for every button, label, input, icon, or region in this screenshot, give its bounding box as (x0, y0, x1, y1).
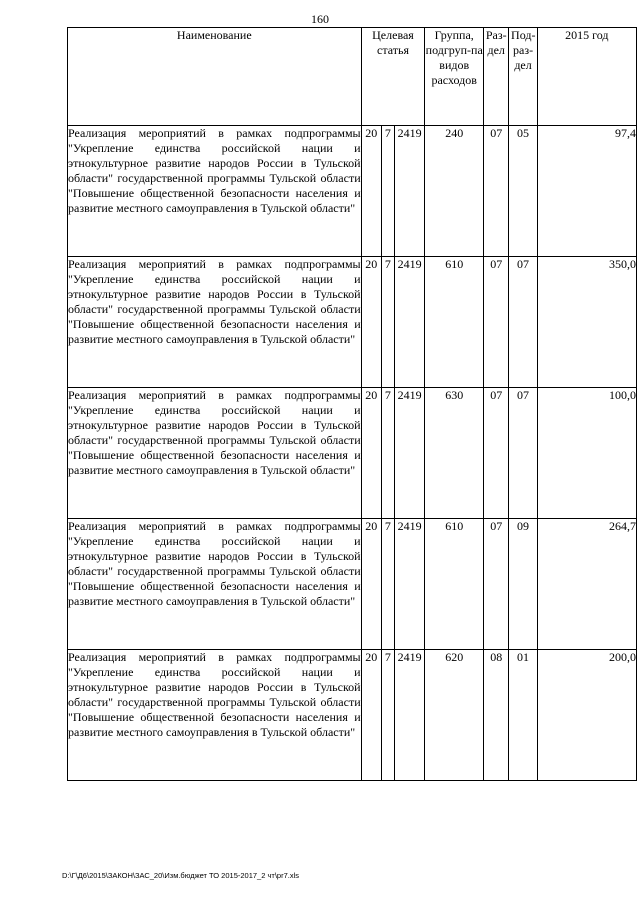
section-cell: 07 (484, 388, 509, 519)
target-article-part2-cell: 7 (381, 519, 394, 650)
target-article-part2-cell: 7 (381, 126, 394, 257)
row-name-cell: Реализация мероприятий в рамках подпрограммы "Укрепление единства российской нации и этнокультурное развитие народов России в Тульской области" государственной программы Тульской области "Повышение общественной безопасности населения и развитие местного самоуправления в Тульской области" (68, 650, 362, 781)
header-name: Наименование (68, 28, 362, 126)
header-subsection (509, 28, 537, 126)
target-article-part3-cell: 2419 (395, 388, 425, 519)
expense-group-cell: 620 (425, 650, 484, 781)
target-article-part3-cell: 2419 (395, 257, 425, 388)
table-header-row (68, 28, 637, 126)
amount-cell: 100,0 (537, 388, 636, 519)
budget-table (67, 27, 637, 781)
target-article-part3-cell: 2419 (395, 519, 425, 650)
header-year: 2015 год (537, 28, 636, 126)
table-row (68, 257, 637, 388)
target-article-part3-cell: 2419 (395, 126, 425, 257)
header-section (484, 28, 509, 126)
table-row (68, 126, 637, 257)
table-row (68, 388, 637, 519)
target-article-part3-cell: 2419 (395, 650, 425, 781)
target-article-part2-cell: 7 (381, 257, 394, 388)
header-subsection-text: Под-раз-дел (511, 28, 536, 72)
section-cell: 08 (484, 650, 509, 781)
target-article-part1-cell: 20 (361, 126, 381, 257)
row-name-cell: Реализация мероприятий в рамках подпрограммы "Укрепление единства российской нации и этнокультурное развитие народов России в Тульской области" государственной программы Тульской области "Повышение общественной безопасности населения и развитие местного самоуправления в Тульской области" (68, 388, 362, 519)
amount-cell: 97,4 (537, 126, 636, 257)
subsection-cell: 07 (509, 257, 537, 388)
target-article-part2-cell: 7 (381, 388, 394, 519)
page-number: 160 (311, 12, 329, 26)
table-row (68, 650, 637, 781)
header-target-article-text: Целевая статья (372, 28, 414, 57)
table-body (68, 126, 637, 781)
target-article-part2-cell: 7 (381, 650, 394, 781)
expense-group-cell: 630 (425, 388, 484, 519)
header-expense-group: Группа, подгруп-па видов расходов (425, 28, 484, 126)
section-cell: 07 (484, 519, 509, 650)
row-name-cell: Реализация мероприятий в рамках подпрограммы "Укрепление единства российской нации и этнокультурное развитие народов России в Тульской области" государственной программы Тульской области "Повышение общественной безопасности населения и развитие местного самоуправления в Тульской области" (68, 126, 362, 257)
target-article-part1-cell: 20 (361, 519, 381, 650)
section-cell: 07 (484, 126, 509, 257)
amount-cell: 350,0 (537, 257, 636, 388)
row-name-cell: Реализация мероприятий в рамках подпрограммы "Укрепление единства российской нации и этнокультурное развитие народов России в Тульской области" государственной программы Тульской области "Повышение общественной безопасности населения и развитие местного самоуправления в Тульской области" (68, 519, 362, 650)
table-row (68, 519, 637, 650)
header-target-article (361, 28, 425, 126)
expense-group-cell: 240 (425, 126, 484, 257)
row-name-cell: Реализация мероприятий в рамках подпрограммы "Укрепление единства российской нации и этнокультурное развитие народов России в Тульской области" государственной программы Тульской области "Повышение общественной безопасности населения и развитие местного самоуправления в Тульской области" (68, 257, 362, 388)
section-cell: 07 (484, 257, 509, 388)
amount-cell: 200,0 (537, 650, 636, 781)
target-article-part1-cell: 20 (361, 257, 381, 388)
footer-file-path: D:\Г\Д6\2015\ЗАКОН\ЗАС_20\Изм.бюджет ТО 2015-2017_2 чт\pr7.xls (62, 871, 299, 880)
subsection-cell: 07 (509, 388, 537, 519)
target-article-part1-cell: 20 (361, 388, 381, 519)
header-section-text: Раз-дел (485, 28, 507, 57)
subsection-cell: 09 (509, 519, 537, 650)
subsection-cell: 01 (509, 650, 537, 781)
subsection-cell: 05 (509, 126, 537, 257)
expense-group-cell: 610 (425, 257, 484, 388)
amount-cell: 264,7 (537, 519, 636, 650)
expense-group-cell: 610 (425, 519, 484, 650)
target-article-part1-cell: 20 (361, 650, 381, 781)
